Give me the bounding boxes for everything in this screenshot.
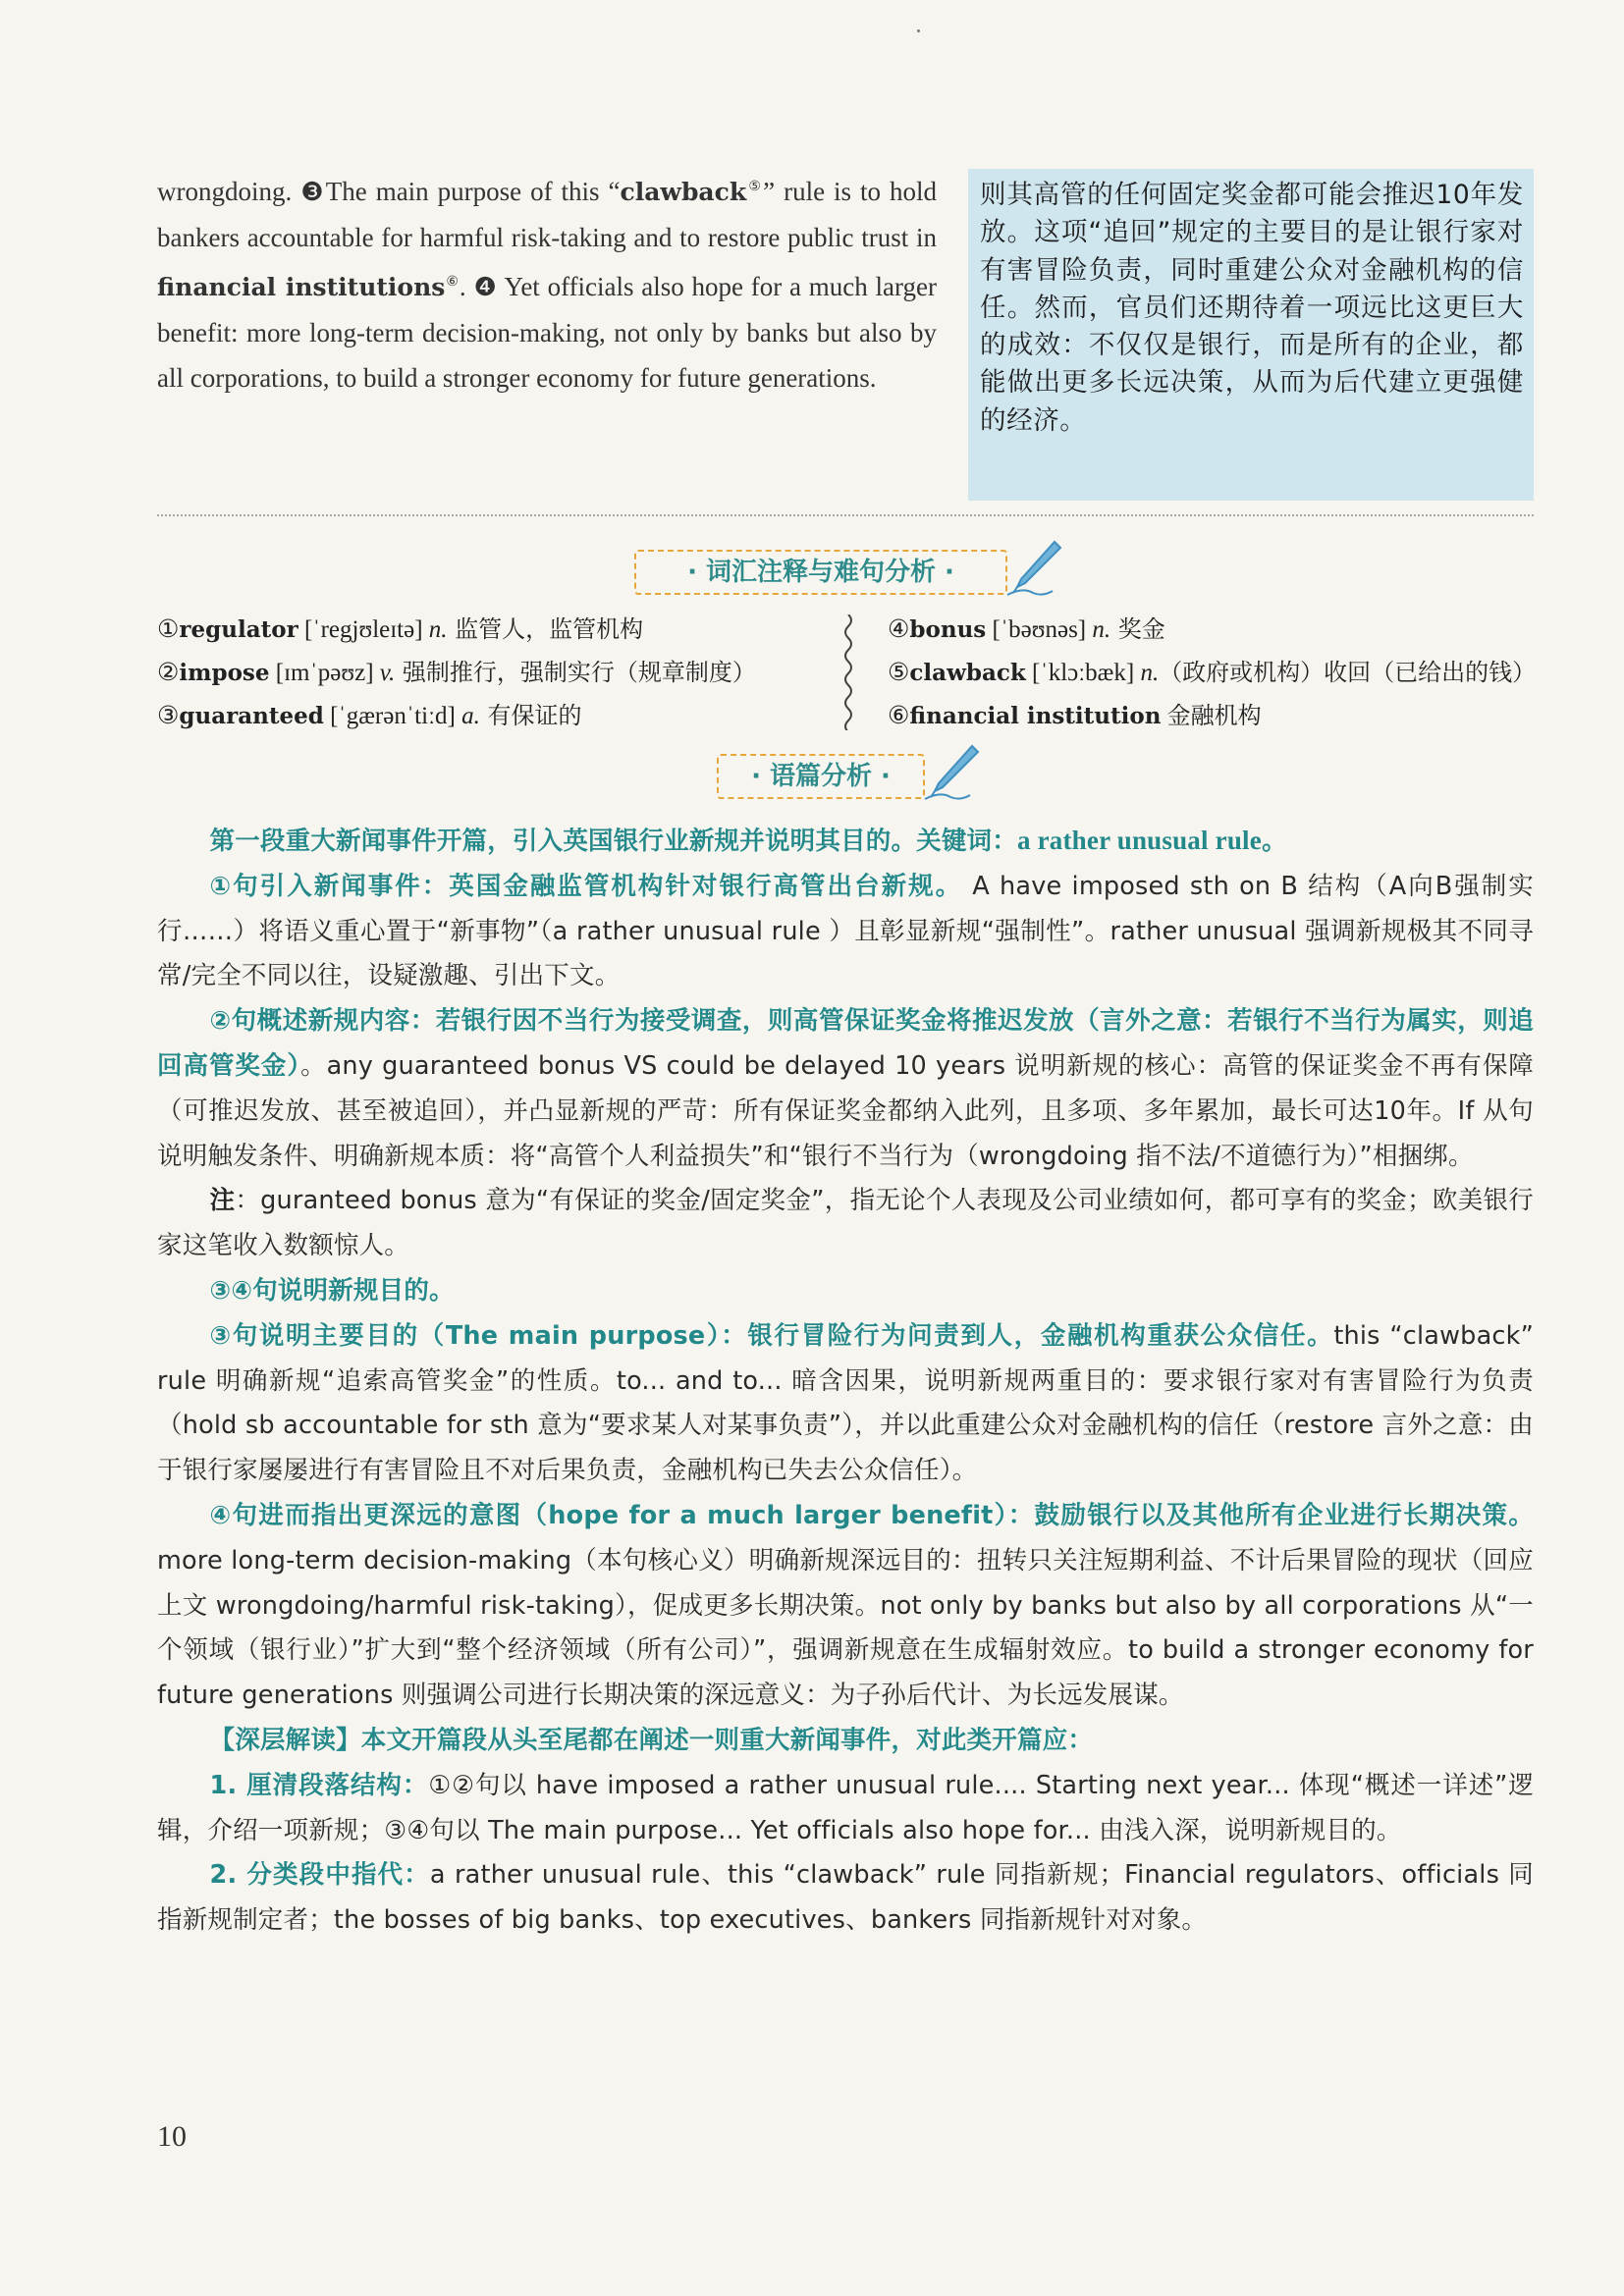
analysis-paragraph: 1. 厘清段落结构：①②句以 have imposed a rather unusual rule.... Starting next year... 体现“概述一详述”逻辑，介绍一项新规；③④句以 The main purpose... Yet officials also hope for... 由浅入深，说明新规目的。: [157, 1770, 1534, 1845]
analysis-paragraph: 注：guranteed bonus 意为“有保证的奖金/固定奖金”，指无论个人表现及公司业绩如何，都可享有的奖金；欧美银行家这笔收入数额惊人。: [157, 1186, 1534, 1261]
translation-box: 则其高管的任何固定奖金都可能会推迟10年发放。这项“追回”规定的主要目的是让银行家对有害冒险负责，同时重建公众对金融机构的信任。然而，官员们还期待着一项远比这更巨大的成效：不仅仅是银行，而是所有的企业，都能做出更多长远决策，从而为后代建立更强健的经济。: [968, 169, 1534, 501]
vocab-item: ④bonus [ˈbəʊnəs] n. 奖金: [888, 615, 1165, 643]
column-wave-divider: [837, 614, 860, 730]
page-speck: [917, 29, 920, 32]
sentence-4-marker: ❹: [473, 273, 498, 302]
footnote-marker-5: ⑤: [746, 180, 764, 194]
passage-text-5: Yet officials also hope for a much larger benefit: more long-term decision-making, not only by banks but also by all corporations, to build a stronger economy for future generations.: [157, 272, 937, 393]
analysis-paragraph: 2. 分类段中指代：a rather unusual rule、this “clawback” rule 同指新规；Financial regulators、officials 同指新规制定者；the bosses of big banks、top executives、bankers 同指新规针对对象。: [157, 1860, 1535, 1936]
section-divider: [157, 514, 1534, 516]
pen-icon: [1003, 538, 1064, 599]
vocab-item: ③guaranteed [ˈgærənˈtiːd] a. 有保证的: [157, 702, 582, 729]
passage-english: [157, 165, 937, 400]
vocab-left-column: [157, 613, 756, 733]
keyword-clawback: clawback: [620, 178, 747, 206]
analysis-paragraph: ③句说明主要目的（The main purpose）：银行冒险行为问责到人，金融机构重获公众信任。this “clawback” rule 明确新规“追索高管奖金”的性质。to... and to... 暗含因果，说明新规两重目的：要求银行家对有害冒险行为负责（hold sb accountable for sth 意为“要求某人对某事负责”），并以此重建公众对金融机构的信任（restore 言外之意：由于银行家屡屡进行有害冒险且不对后果负责，金融机构已失去公众信任）。: [157, 1320, 1534, 1486]
pen-icon: [921, 742, 982, 803]
analysis-paragraph: ②句概述新规内容：若银行因不当行为接受调查，则高管保证奖金将推迟发放（言外之意：若银行不当行为属实，则追回高管奖金）。any guaranteed bonus VS could be delayed 10 years 说明新规的核心：高管的保证奖金不再有保障（可推迟发放、甚至被追回），并凸显新规的严苛：所有保证奖金都纳入此列，且多项、多年累加，最长可达10年。If 从句说明触发条件、明确新规本质：将“高管个人利益损失”和“银行不当行为（wrongdoing 指不法/不道德行为）”相捆绑。: [157, 1006, 1534, 1171]
page-number: 10: [157, 2120, 187, 2153]
sentence-3-marker: ❸: [300, 178, 326, 207]
keyword-financial-institutions: financial institutions: [157, 273, 446, 301]
vocab-right-column: [888, 613, 1536, 733]
passage-text-3: ” rule is to hold bankers accountable for harmful risk-taking and to restore public trust in: [157, 177, 937, 252]
footnote-marker-6: ⑥: [445, 275, 460, 290]
vocab-item: ⑥financial institution 金融机构: [888, 702, 1262, 729]
vocab-section-header: · 词汇注释与难句分析 ·: [634, 550, 1007, 595]
vocab-item: ①regulator [ˈregjʊleɪtə] n. 监管人，监管机构: [157, 615, 644, 643]
analysis-section-header: · 语篇分析 ·: [717, 754, 925, 799]
vocab-item: ②impose [ɪmˈpəʊz] v. 强制推行，强制实行（规章制度）: [157, 659, 756, 686]
analysis-paragraph: 第一段重大新闻事件开篇，引入英国银行业新规并说明其目的。关键词：a rather unusual rule。: [209, 826, 1287, 856]
passage-text-4: .: [459, 272, 474, 301]
passage-text-2: The main purpose of this “: [325, 177, 621, 206]
analysis-paragraph: ③④句说明新规目的。: [209, 1275, 455, 1306]
analysis-paragraph: 【深层解读】本文开篇段从头至尾都在阐述一则重大新闻事件，对此类开篇应：: [209, 1725, 1094, 1755]
analysis-paragraph: ④句进而指出更深远的意图（hope for a much larger benefit）：鼓励银行以及其他所有企业进行长期决策。more long-term decision-making（本句核心义）明确新规深远目的：扭转只关注短期利益、不计后果冒险的现状（回应上文 wrongdoing/harmful risk-taking），促成更多长期决策。not only by banks but also by all corporations 从“一个领域（银行业）”扩大到“整个经济领域（所有公司）”，强调新规意在生成辐射效应。to build a stronger economy for future generations 则强调公司进行长期决策的深远意义：为子孙后代计、为长远发展谋。: [157, 1500, 1534, 1711]
analysis-paragraph: ①句引入新闻事件：英国金融监管机构针对银行高管出台新规。 A have imposed sth on B 结构（A向B强制实行……）将语义重心置于“新事物”（a rather unusual rule ）且彰显新规“强制性”。rather unusual 强调新规极其不同寻常/完全不同以往，设疑激趣、引出下文。: [157, 871, 1534, 991]
discourse-analysis: [157, 819, 1534, 1944]
passage-text-1: wrongdoing.: [157, 177, 301, 206]
vocab-item: ⑤clawback [ˈklɔːbæk] n.（政府或机构）收回（已给出的钱）: [888, 659, 1537, 686]
